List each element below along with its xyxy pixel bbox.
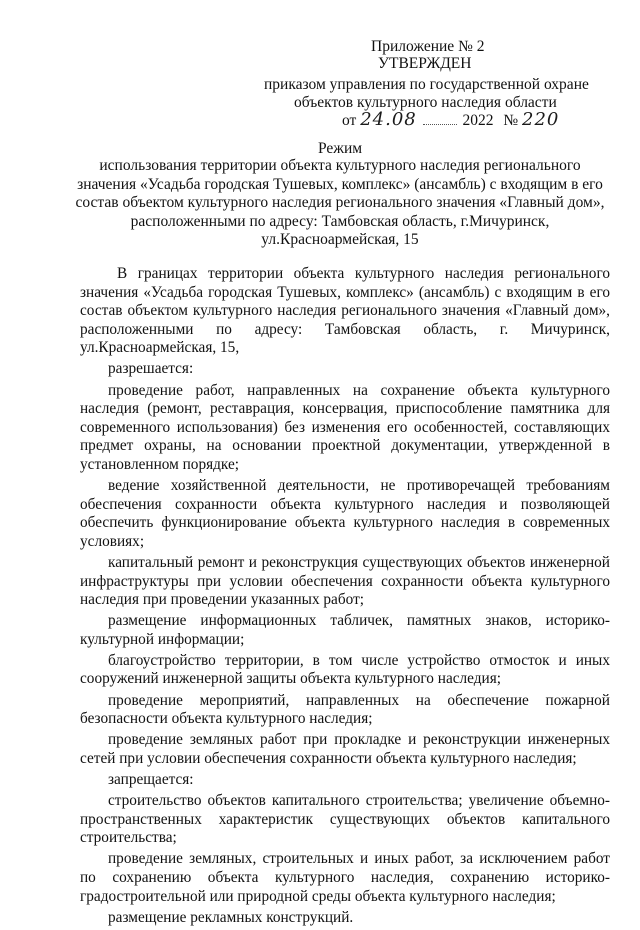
order-year: 2022 <box>462 112 494 129</box>
order-line-1: приказом управления по государственной охране <box>264 76 589 93</box>
appendix-label: Приложение № 2 <box>371 38 485 55</box>
forbidden-label: запрещается: <box>108 770 194 788</box>
order-date-line <box>342 110 559 130</box>
allowed-item: ведение хозяйственной деятельности, не противоречащей требованиям обеспечения сохранности объекта культурного наследия и позволяющей обеспечить функционирование объекта культурного наследия в современных условиях; <box>80 477 610 550</box>
allowed-item: благоустройство территории, в том числе устройство отмосток и иных сооружений инженерной защиты объекта культурного наследия; <box>80 651 610 688</box>
approved-label: УТВЕРЖДЕН <box>378 55 472 72</box>
title-line-1: использования территории объекта культурного наследия регионального <box>99 157 581 174</box>
intro-paragraph: В границах территории объекта культурного наследия регионального значения «Усадьба городская Тушевых, комплекс» (ансамбль) с входящим в его состав объектом культурного наследия регионального значения «Главный дом», расположенными по адресу: Тамбовская область, г. Мичуринск, ул.Красноармейская, 15, <box>80 265 610 357</box>
allowed-item: капитальный ремонт и реконструкция существующих объектов инженерной инфраструктуры при условии обеспечения сохранности объекта культурного наследия при проведении указанных работ; <box>80 553 610 609</box>
date-prefix: от <box>342 112 357 129</box>
document-body <box>80 265 610 930</box>
title-line-3: состав объектом культурного наследия регионального значения «Главный дом», <box>75 194 605 211</box>
allowed-item: размещение информационных табличек, памятных знаков, историко-культурной информации; <box>80 612 610 648</box>
date-underline <box>423 124 457 125</box>
forbidden-item: проведение земляных, строительных и иных работ, за исключением работ по сохранению объекта культурного наследия, сохранению историко-градостроительной или природной среды объекта культурного наследия; <box>80 850 610 905</box>
handwritten-number: 220 <box>522 109 560 130</box>
allowed-item: проведение земляных работ при прокладке и реконструкции инженерных сетей при условии обеспечения сохранности объекта культурного наследия; <box>80 731 610 767</box>
allowed-item: проведение мероприятий, направленных на обеспечение пожарной безопасности объекта культурного наследия; <box>80 691 610 728</box>
title-line-2: значения «Усадьба городская Тушевых, комплекс» (ансамбль) с входящим в его <box>77 176 603 193</box>
order-line-2: объектов культурного наследия области <box>294 94 557 111</box>
regime-heading: Режим <box>317 140 363 157</box>
number-sign: № <box>503 112 519 129</box>
allowed-item: проведение работ, направленных на сохранение объекта культурного наследия (ремонт, реставрация, консервация, приспособление памятника для современного использования) без изменения его особенностей, составляющих предмет охраны, на основании проектной документации, утвержденной в установленном порядке; <box>80 381 610 473</box>
forbidden-item: строительство объектов капитального строительства; увеличение объемно-пространственных характеристик существующих объектов капитального строительства; <box>80 792 610 847</box>
title-line-5: ул.Красноармейская, 15 <box>261 231 419 248</box>
handwritten-date: 24.08 <box>360 109 417 130</box>
forbidden-item: размещение рекламных конструкций. <box>108 908 354 926</box>
allowed-label: разрешается: <box>108 360 194 378</box>
title-line-4: расположенными по адресу: Тамбовская область, г.Мичуринск, <box>130 213 550 230</box>
